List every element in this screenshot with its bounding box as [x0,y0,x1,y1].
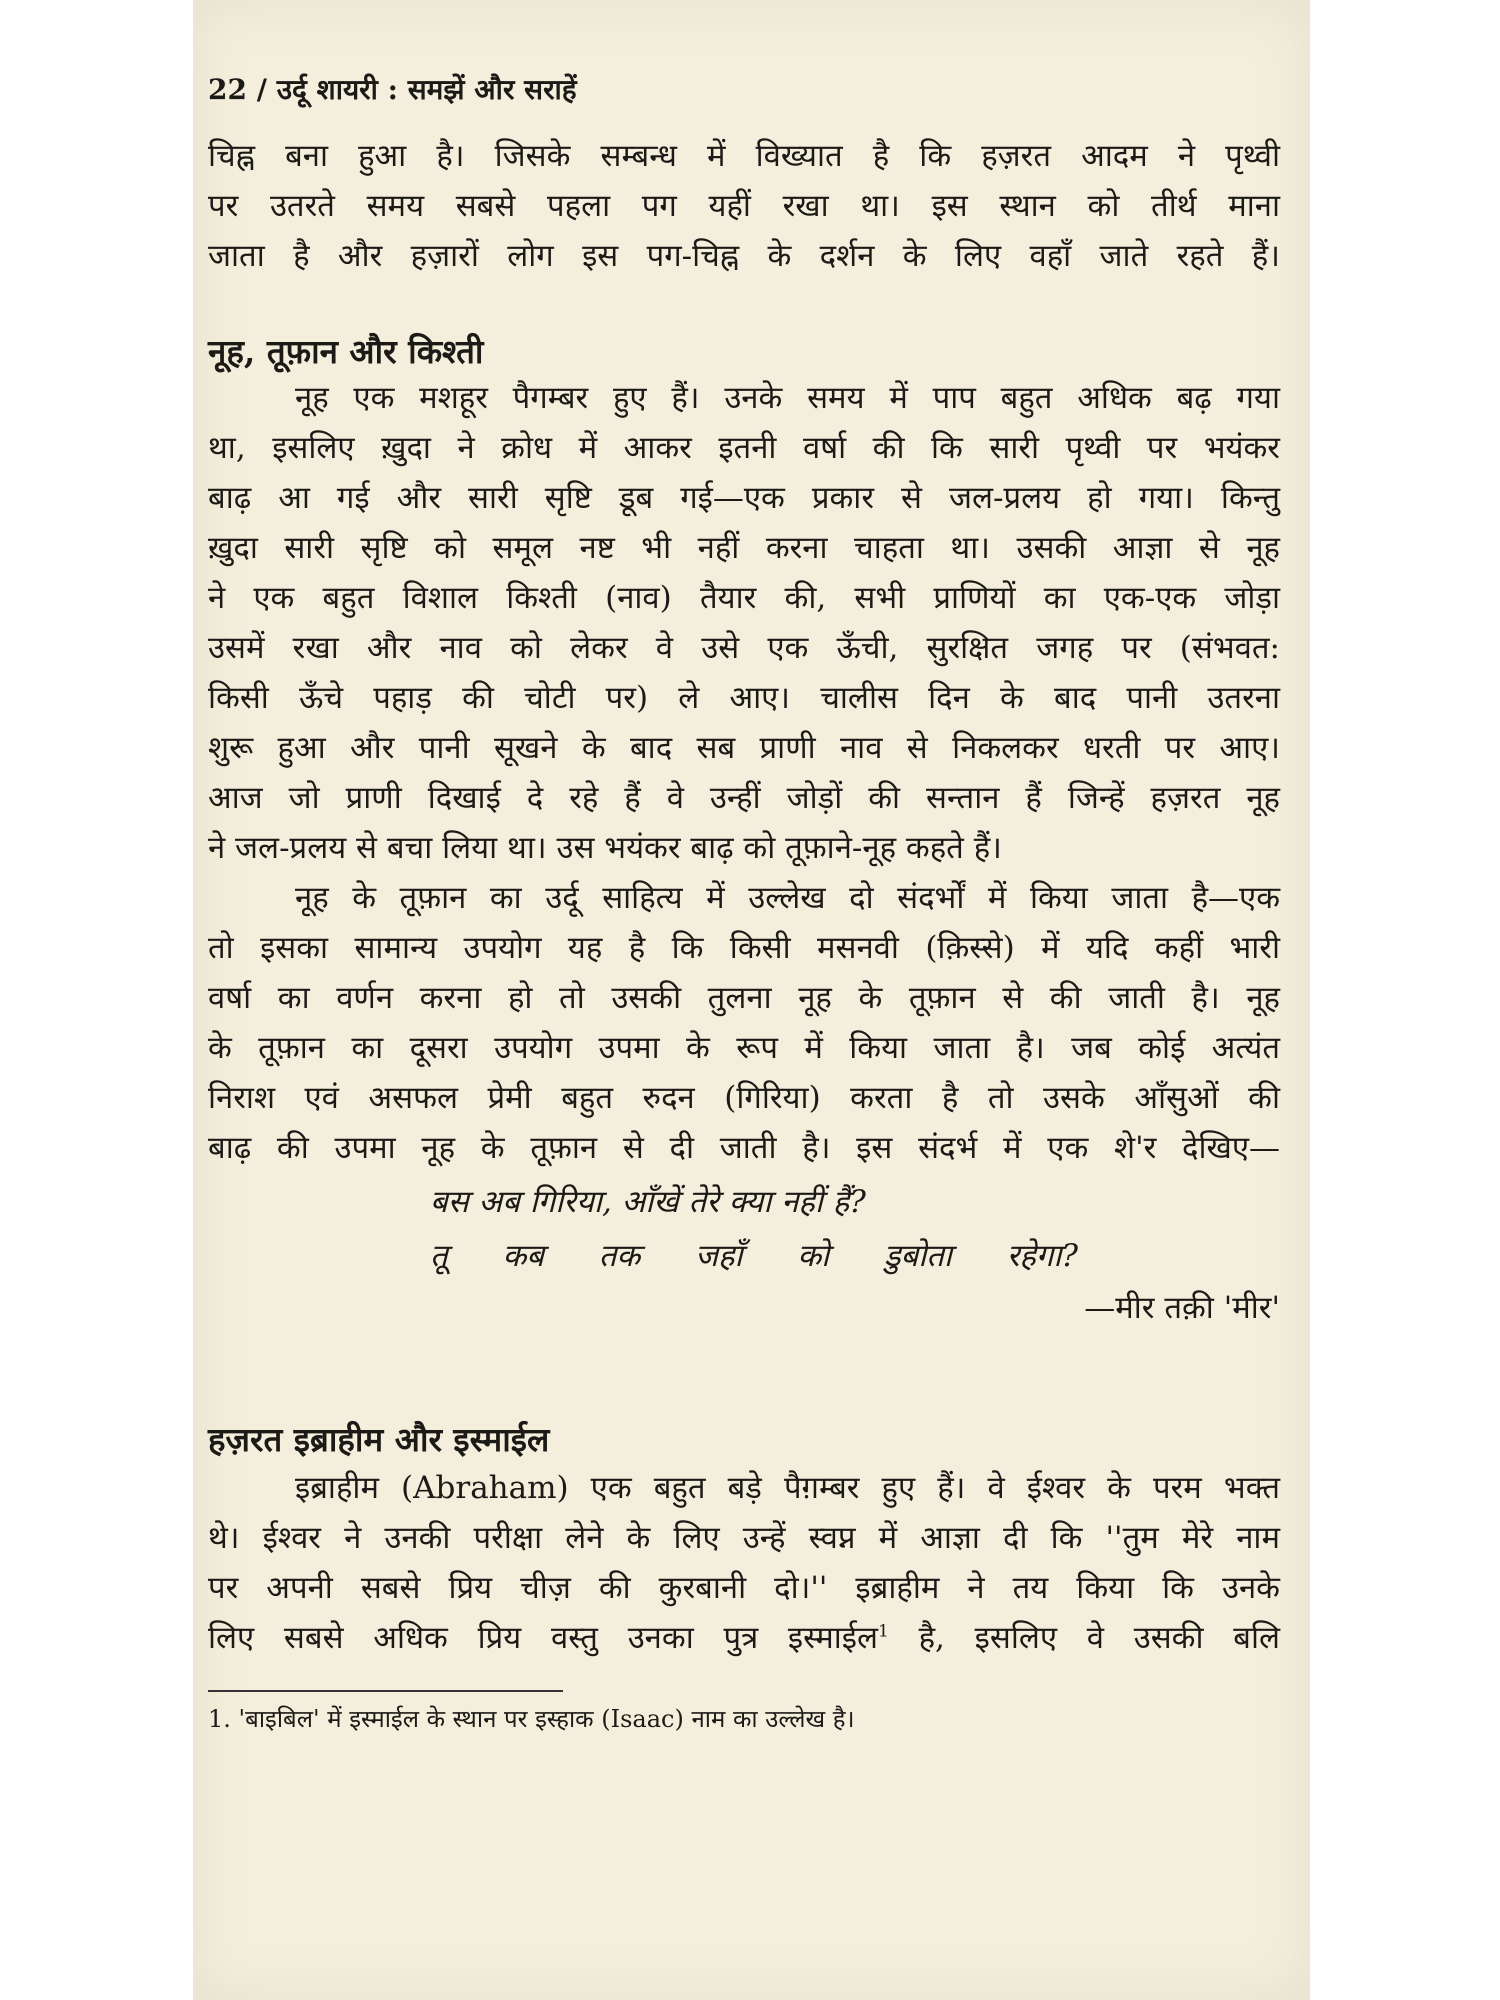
text-line: निराश एवं असफल प्रेमी बहुत रुदन (गिरिया) करता है तो उसके आँसुओं की [208,1080,1280,1116]
verse-line: बस अब गिरिया, आँखें तेरे क्या नहीं हैं? [430,1184,866,1220]
text-line: आज जो प्राणी दिखाई दे रहे हैं वे उन्हीं जोड़ों की सन्तान हैं जिन्हें हज़रत नूह [208,780,1280,816]
text-line: चिह्न बना हुआ है। जिसके सम्बन्ध में विख्यात है कि हज़रत आदम ने पृथ्वी [208,138,1280,174]
text-line: ख़ुदा सारी सृष्टि को समूल नष्ट भी नहीं करना चाहता था। उसकी आज्ञा से नूह [208,530,1280,566]
text-line: जाता है और हज़ारों लोग इस पग-चिह्न के दर्शन के लिए वहाँ जाते रहते हैं। [208,238,1280,274]
text-line: वर्षा का वर्णन करना हो तो उसकी तुलना नूह के तूफ़ान से की जाती है। नूह [208,980,1280,1016]
text-line: इब्राहीम (Abraham) एक बहुत बड़े पैग़म्बर हुए हैं। वे ईश्वर के परम भक्त [295,1470,1280,1506]
text-line: नूह के तूफ़ान का उर्दू साहित्य में उल्लेख दो संदर्भों में किया जाता है—एक [295,880,1280,916]
running-header: 22 / उर्दू शायरी : समझें और सराहें [208,73,577,106]
footnote-divider [208,1690,563,1692]
text-line: बाढ़ की उपमा नूह के तूफ़ान से दी जाती है। इस संदर्भ में एक शे'र देखिए— [208,1130,1280,1166]
text-line [208,1618,1280,1658]
text-line: था, इसलिए ख़ुदा ने क्रोध में आकर इतनी वर्षा की कि सारी पृथ्वी पर भयंकर [208,430,1280,466]
text-line-part: है, इसलिए वे उसकी बलि [888,1620,1280,1656]
section-heading-noah: नूह, तूफ़ान और किश्ती [208,332,484,371]
footnote-marker: 1 [878,1621,889,1642]
text-line-part: लिए सबसे अधिक प्रिय वस्तु उनका पुत्र इस्माईल [208,1620,879,1656]
footnote: 1. 'बाइबिल' में इस्माईल के स्थान पर इस्हाक (Isaac) नाम का उल्लेख है। [208,1705,855,1733]
verse-attribution: —मीर तक़ी 'मीर' [1084,1290,1280,1326]
text-line: नूह एक मशहूर पैगम्बर हुए हैं। उनके समय में पाप बहुत अधिक बढ़ गया [295,380,1280,416]
text-line: ने जल-प्रलय से बचा लिया था। उस भयंकर बाढ़ को तूफ़ाने-नूह कहते हैं। [208,830,1002,866]
verse-line: तू कब तक जहाँ को डुबोता रहेगा? [430,1238,1078,1274]
text-line: उसमें रखा और नाव को लेकर वे उसे एक ऊँची, सुरक्षित जगह पर (संभवत: [208,630,1280,666]
text-line: के तूफ़ान का दूसरा उपयोग उपमा के रूप में किया जाता है। जब कोई अत्यंत [208,1030,1280,1066]
text-line: ने एक बहुत विशाल किश्ती (नाव) तैयार की, सभी प्राणियों का एक-एक जोड़ा [208,580,1280,616]
text-line: पर उतरते समय सबसे पहला पग यहीं रखा था। इस स्थान को तीर्थ माना [208,188,1280,224]
text-line: बाढ़ आ गई और सारी सृष्टि डूब गई—एक प्रकार से जल-प्रलय हो गया। किन्तु [208,480,1280,516]
text-line: किसी ऊँचे पहाड़ की चोटी पर) ले आए। चालीस दिन के बाद पानी उतरना [208,680,1280,716]
text-line: थे। ईश्वर ने उनकी परीक्षा लेने के लिए उन्हें स्वप्न में आज्ञा दी कि ''तुम मेरे नाम [208,1520,1280,1556]
section-heading-ibrahim: हज़रत इब्राहीम और इस्माईल [208,1420,550,1459]
text-line: शुरू हुआ और पानी सूखने के बाद सब प्राणी नाव से निकलकर धरती पर आए। [208,730,1280,766]
text-line: पर अपनी सबसे प्रिय चीज़ की कुरबानी दो।'' इब्राहीम ने तय किया कि उनके [208,1570,1280,1606]
text-line: तो इसका सामान्य उपयोग यह है कि किसी मसनवी (क़िस्से) में यदि कहीं भारी [208,930,1280,966]
